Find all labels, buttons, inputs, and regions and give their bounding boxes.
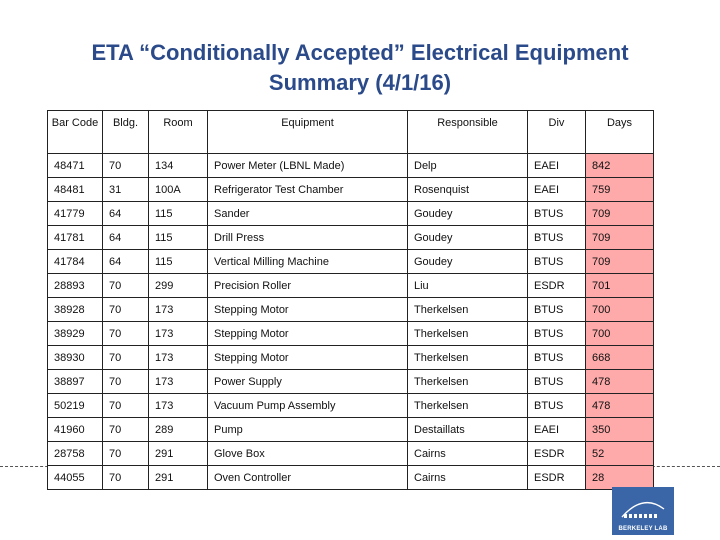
cell-days: 478: [586, 394, 654, 418]
cell-equipment: Precision Roller: [208, 274, 408, 298]
cell-bar-code: 44055: [48, 466, 103, 490]
cell-responsible: Cairns: [408, 442, 528, 466]
cell-days: 52: [586, 442, 654, 466]
cell-days: 701: [586, 274, 654, 298]
cell-bar-code: 38929: [48, 322, 103, 346]
cell-days: 700: [586, 322, 654, 346]
cell-bldg: 70: [103, 418, 149, 442]
slide-title-line-2: Summary (4/1/16): [268, 70, 452, 95]
cell-equipment: Refrigerator Test Chamber: [208, 178, 408, 202]
cell-bldg: 70: [103, 346, 149, 370]
cell-equipment: Power Supply: [208, 370, 408, 394]
table-row: [48, 154, 654, 178]
cell-bldg: 70: [103, 322, 149, 346]
header-bar-code: Bar Code: [48, 111, 103, 154]
cell-bar-code: 28893: [48, 274, 103, 298]
cell-bar-code: 48481: [48, 178, 103, 202]
cell-equipment: Oven Controller: [208, 466, 408, 490]
header-bldg: Bldg.: [103, 111, 149, 154]
header-room: Room: [149, 111, 208, 154]
cell-days: 709: [586, 250, 654, 274]
cell-equipment: Stepping Motor: [208, 298, 408, 322]
table-row: [48, 202, 654, 226]
cell-room: 299: [149, 274, 208, 298]
cell-bar-code: 50219: [48, 394, 103, 418]
cell-room: 173: [149, 322, 208, 346]
cell-div: EAEI: [528, 418, 586, 442]
cell-div: EAEI: [528, 178, 586, 202]
cell-bldg: 64: [103, 226, 149, 250]
cell-equipment: Drill Press: [208, 226, 408, 250]
cell-days: 759: [586, 178, 654, 202]
cell-equipment: Stepping Motor: [208, 322, 408, 346]
cell-equipment: Pump: [208, 418, 408, 442]
cell-responsible: Liu: [408, 274, 528, 298]
table-row: [48, 178, 654, 202]
cell-bldg: 70: [103, 394, 149, 418]
cell-bldg: 64: [103, 202, 149, 226]
cell-div: BTUS: [528, 226, 586, 250]
cell-responsible: Destaillats: [408, 418, 528, 442]
cell-responsible: Therkelsen: [408, 370, 528, 394]
cell-div: BTUS: [528, 322, 586, 346]
cell-bldg: 31: [103, 178, 149, 202]
cell-room: 291: [149, 466, 208, 490]
cell-bar-code: 38897: [48, 370, 103, 394]
cell-div: BTUS: [528, 298, 586, 322]
slide-title-line-1: ETA “Conditionally Accepted” Electrical Equipment: [91, 40, 629, 65]
cell-bar-code: 48471: [48, 154, 103, 178]
table-row: [48, 442, 654, 466]
cell-equipment: Vacuum Pump Assembly: [208, 394, 408, 418]
cell-responsible: Rosenquist: [408, 178, 528, 202]
cell-equipment: Stepping Motor: [208, 346, 408, 370]
cell-responsible: Therkelsen: [408, 298, 528, 322]
cell-responsible: Goudey: [408, 202, 528, 226]
cell-room: 173: [149, 346, 208, 370]
header-days: Days: [586, 111, 654, 154]
table-row: [48, 274, 654, 298]
cell-room: 291: [149, 442, 208, 466]
cell-days: 709: [586, 226, 654, 250]
table-row: [48, 226, 654, 250]
table-row: [48, 370, 654, 394]
cell-bar-code: 41784: [48, 250, 103, 274]
cell-responsible: Goudey: [408, 250, 528, 274]
cell-div: BTUS: [528, 250, 586, 274]
cell-room: 173: [149, 394, 208, 418]
cell-room: 173: [149, 370, 208, 394]
table-header-row: [48, 111, 654, 154]
cell-responsible: Cairns: [408, 466, 528, 490]
cell-bldg: 70: [103, 442, 149, 466]
cell-bldg: 70: [103, 466, 149, 490]
cell-bar-code: 28758: [48, 442, 103, 466]
cell-responsible: Therkelsen: [408, 322, 528, 346]
cell-room: 115: [149, 202, 208, 226]
cell-div: ESDR: [528, 274, 586, 298]
cell-div: EAEI: [528, 154, 586, 178]
logo-text: BERKELEY LAB: [618, 526, 668, 532]
cell-room: 134: [149, 154, 208, 178]
table-row: [48, 346, 654, 370]
cell-equipment: Glove Box: [208, 442, 408, 466]
cell-bar-code: 41779: [48, 202, 103, 226]
cell-days: 842: [586, 154, 654, 178]
cell-responsible: Therkelsen: [408, 394, 528, 418]
cell-bldg: 70: [103, 370, 149, 394]
cell-bar-code: 41960: [48, 418, 103, 442]
equipment-summary-table: [47, 110, 654, 490]
header-equipment: Equipment: [208, 111, 408, 154]
cell-room: 100A: [149, 178, 208, 202]
cell-div: BTUS: [528, 346, 586, 370]
cell-days: 28: [586, 466, 654, 490]
cell-div: BTUS: [528, 394, 586, 418]
cell-bar-code: 41781: [48, 226, 103, 250]
table-row: [48, 322, 654, 346]
cell-equipment: Sander: [208, 202, 408, 226]
berkeley-lab-logo: [612, 487, 674, 535]
table-row: [48, 250, 654, 274]
cell-room: 115: [149, 226, 208, 250]
cell-bldg: 70: [103, 298, 149, 322]
cell-responsible: Goudey: [408, 226, 528, 250]
table-row: [48, 466, 654, 490]
cell-div: BTUS: [528, 202, 586, 226]
table-row: [48, 298, 654, 322]
cell-div: ESDR: [528, 466, 586, 490]
berkeley-lab-logo-icon: [612, 487, 674, 527]
cell-days: 700: [586, 298, 654, 322]
cell-room: 115: [149, 250, 208, 274]
cell-days: 668: [586, 346, 654, 370]
cell-bar-code: 38928: [48, 298, 103, 322]
cell-bldg: 70: [103, 274, 149, 298]
table-row: [48, 394, 654, 418]
cell-bldg: 64: [103, 250, 149, 274]
cell-responsible: Therkelsen: [408, 346, 528, 370]
cell-bldg: 70: [103, 154, 149, 178]
cell-room: 173: [149, 298, 208, 322]
cell-div: BTUS: [528, 370, 586, 394]
cell-equipment: Vertical Milling Machine: [208, 250, 408, 274]
table-row: [48, 418, 654, 442]
header-div: Div: [528, 111, 586, 154]
cell-equipment: Power Meter (LBNL Made): [208, 154, 408, 178]
cell-days: 709: [586, 202, 654, 226]
slide-title: [0, 38, 720, 98]
table-body: [48, 154, 654, 490]
cell-bar-code: 38930: [48, 346, 103, 370]
cell-responsible: Delp: [408, 154, 528, 178]
cell-days: 478: [586, 370, 654, 394]
cell-div: ESDR: [528, 442, 586, 466]
cell-days: 350: [586, 418, 654, 442]
header-responsible: Responsible: [408, 111, 528, 154]
cell-room: 289: [149, 418, 208, 442]
